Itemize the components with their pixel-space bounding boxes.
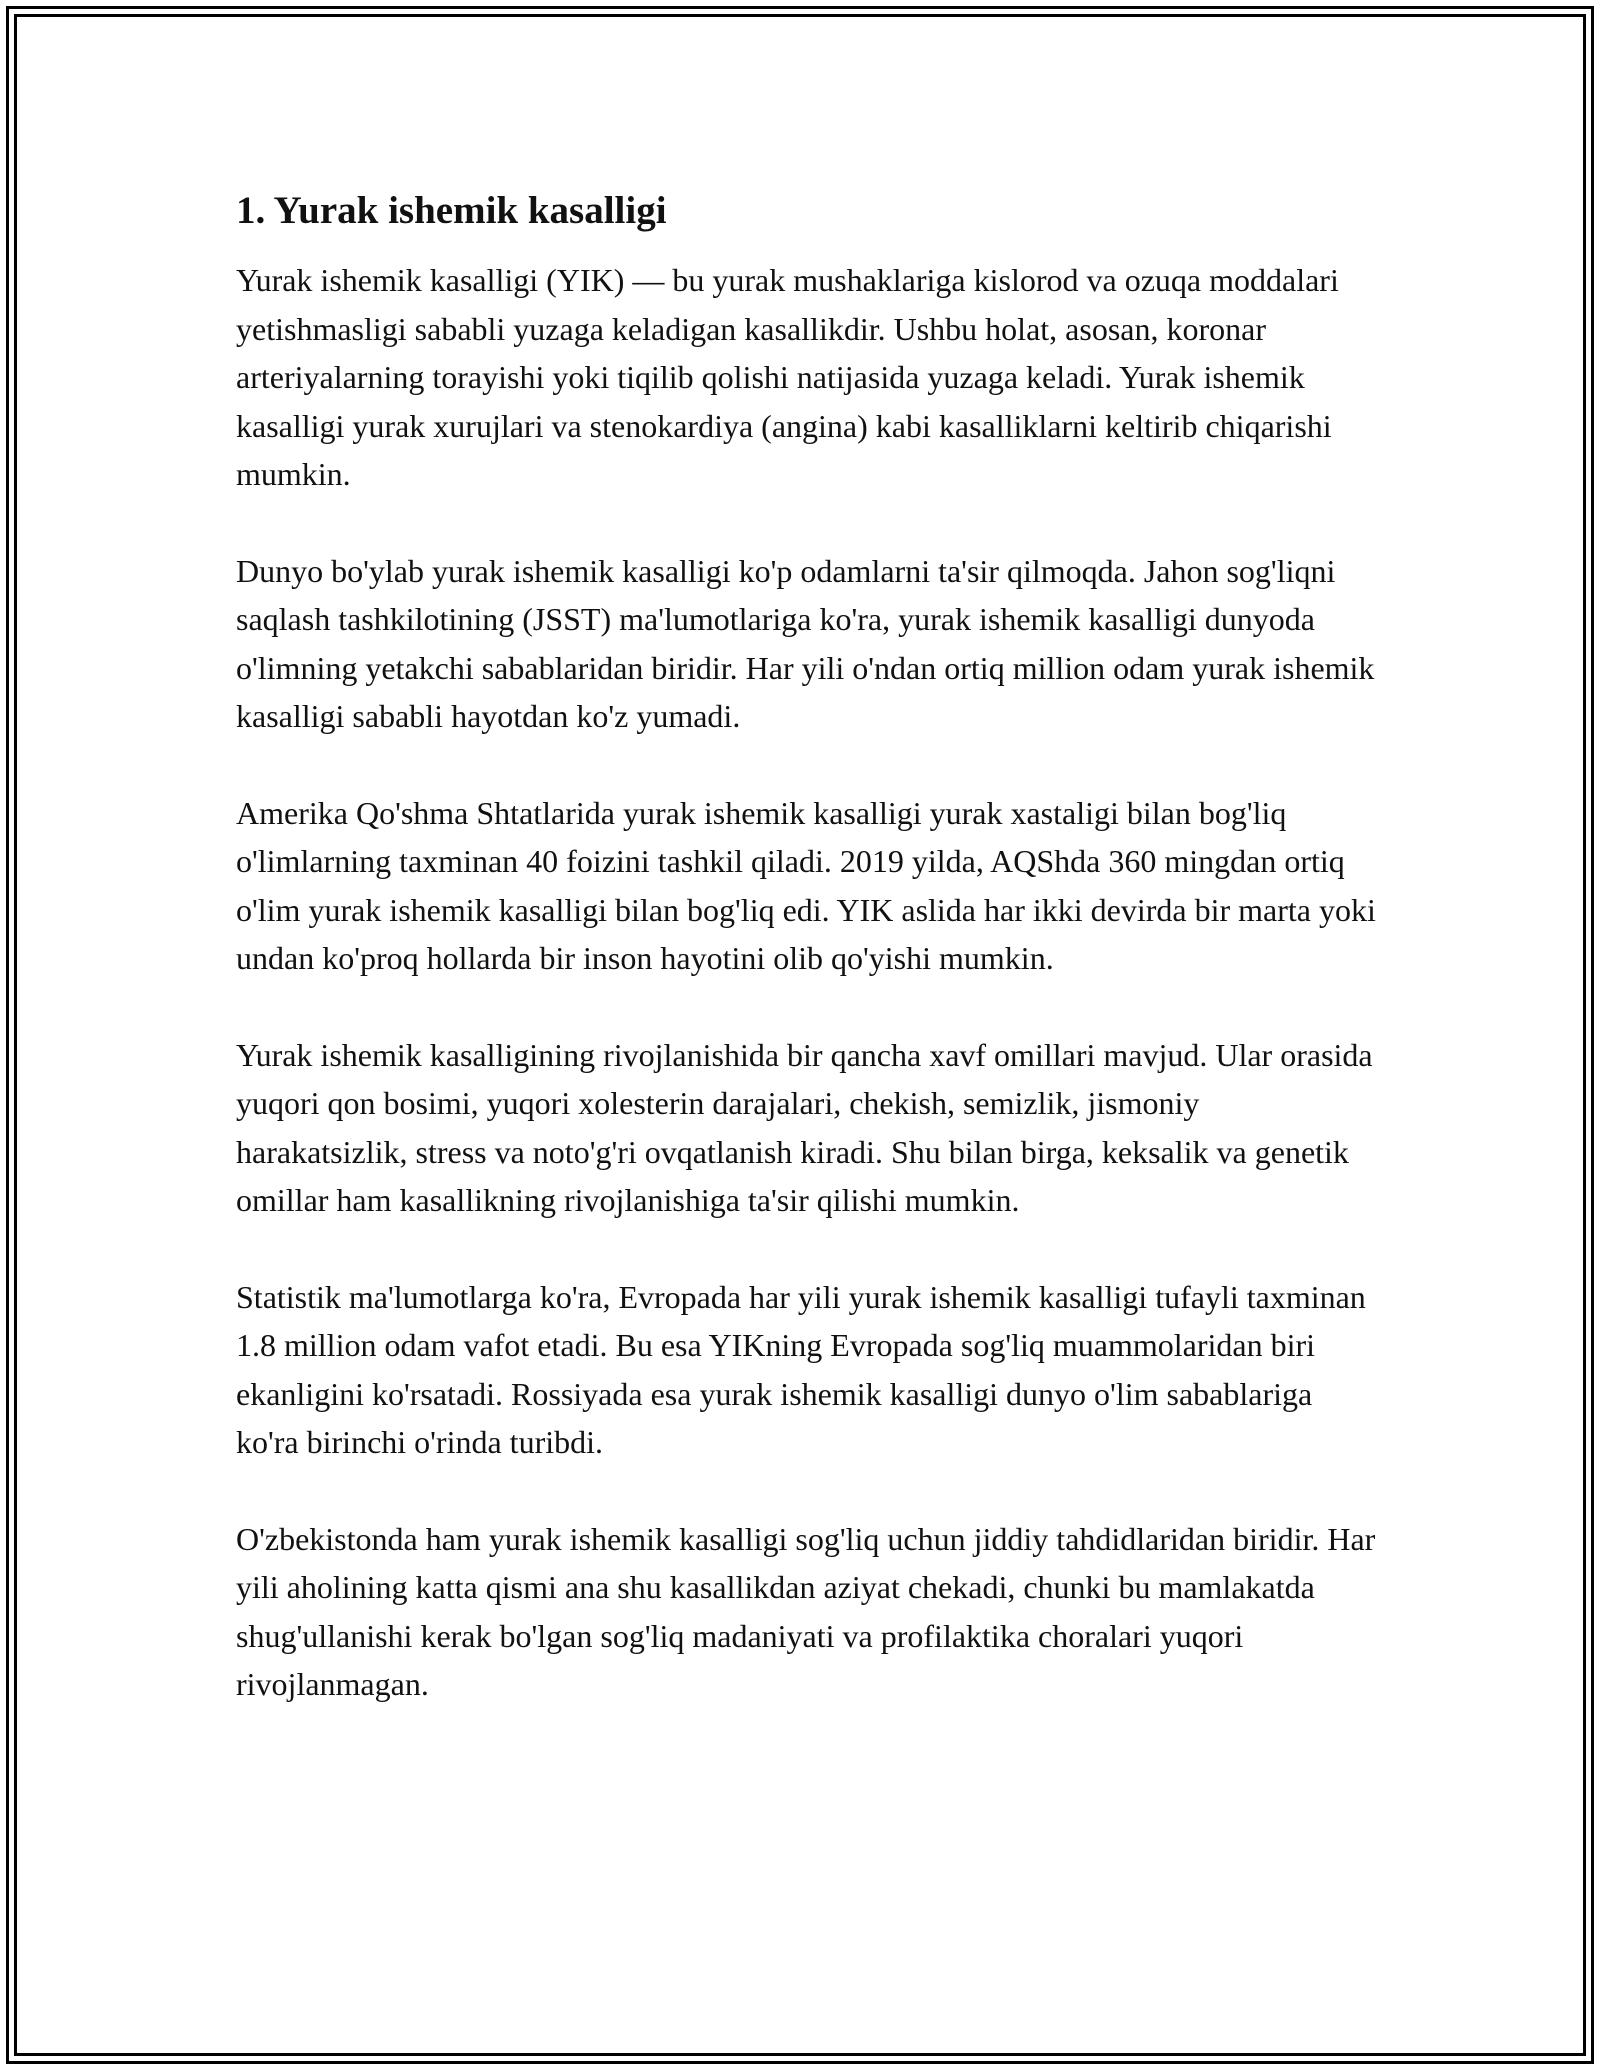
paragraph-uzbekistan: O'zbekistonda ham yurak ishemik kasalligi sog'liq uchun jiddiy tahdidlaridan biridir. Har yili aholining katta qismi ana shu kasallikdan aziyat chekadi, chunki bu mamlakatda shug'ullanishi kerak bo'lgan sog'liq madaniyati va profilaktika choralari yuqori rivojlanmagan.	[236, 1520, 1376, 1702]
document-body	[236, 186, 1376, 1757]
paragraph-definition: Yurak ishemik kasalligi (YIK) — bu yurak mushaklariga kislorod va ozuqa moddalari yetishmasligi sababli yuzaga keladigan kasallikdir. Ushbu holat, asosan, koronar arteriyalarning torayishi yoki tiqilib qolishi natijasida yuzaga keladi. Yurak ishemik kasalligi yurak xurujlari va stenokardiya (angina) kabi kasalliklarni keltirib chiqarishi mumkin.	[236, 262, 1339, 492]
paragraph-usa-statistics: Amerika Qo'shma Shtatlarida yurak ishemik kasalligi yurak xastaligi bilan bog'liq o'limlarning taxminan 40 foizini tashkil qiladi. 2019 yilda, AQShda 360 mingdan ortiq o'lim yurak ishemik kasalligi bilan bog'liq edi. YIK aslida har ikki devirda bir marta yoki undan ko'proq hollarda bir inson hayotini olib qo'yishi mumkin.	[236, 794, 1376, 976]
paragraph-europe-statistics: Statistik ma'lumotlarga ko'ra, Evropada har yili yurak ishemik kasalligi tufayli taxminan 1.8 million odam vafot etadi. Bu esa YIKning Evropada sog'liq muammolaridan biri ekanligini ko'rsatadi. Rossiyada esa yurak ishemik kasalligi dunyo o'lim sabablariga ko'ra birinchi o'rinda turibdi.	[236, 1278, 1366, 1460]
paragraph-global-impact: Dunyo bo'ylab yurak ishemik kasalligi ko'p odamlarni ta'sir qilmoqda. Jahon sog'liqni saqlash tashkilotining (JSST) ma'lumotlariga ko'ra, yurak ishemik kasalligi dunyoda o'limning yetakchi sabablaridan biridir. Har yili o'ndan ortiq million odam yurak ishemik kasalligi sababli hayotdan ko'z yumadi.	[236, 552, 1375, 734]
page-title: 1. Yurak ishemik kasalligi	[236, 189, 667, 232]
paragraph-risk-factors: Yurak ishemik kasalligining rivojlanishida bir qancha xavf omillari mavjud. Ular orasida yuqori qon bosimi, yuqori xolesterin darajalari, chekish, semizlik, jismoniy harakatsizlik, stress va noto'g'ri ovqatlanish kiradi. Shu bilan birga, keksalik va genetik omillar ham kasallikning rivojlanishiga ta'sir qilishi mumkin.	[236, 1036, 1373, 1218]
